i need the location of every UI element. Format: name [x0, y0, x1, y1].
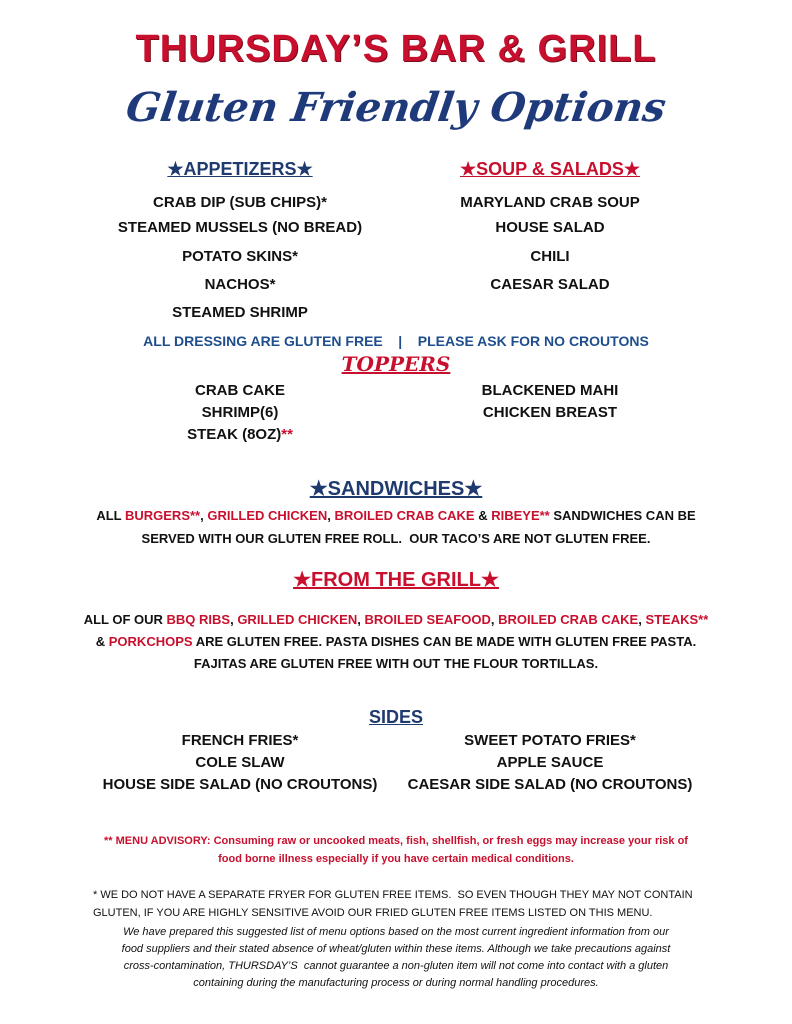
- topper-item: BLACKENED MAHI: [481, 382, 619, 399]
- appetizer-item: STEAMED SHRIMP: [172, 304, 308, 321]
- advisory-mark: **: [281, 426, 293, 443]
- text: ,: [357, 612, 365, 627]
- menu-advisory-line-1: ** MENU ADVISORY: Consuming raw or uncooked meats, fish, shellfish, or fresh eggs may increase your risk of: [104, 835, 688, 847]
- sides-heading: SIDES: [368, 707, 424, 727]
- side-item: FRENCH FRIES*: [181, 732, 299, 749]
- highlight: BROILED SEAFOOD: [364, 612, 491, 627]
- appetizers-heading: ★APPETIZERS★: [167, 159, 313, 179]
- topper-item: SHRIMP(6): [201, 404, 279, 421]
- highlight: BROILED CRAB CAKE: [498, 612, 639, 627]
- side-item: COLE SLAW: [195, 754, 285, 771]
- appetizer-item: POTATO SKINS*: [182, 248, 298, 265]
- fryer-note-line-1: * WE DO NOT HAVE A SEPARATE FRYER FOR GLUTEN FREE ITEMS. SO EVEN THOUGH THEY MAY NOT CONTAIN: [93, 889, 693, 901]
- soup-salads-section: [400, 159, 700, 180]
- text: ,: [327, 508, 335, 523]
- sandwiches-section: [0, 476, 792, 501]
- side-item: CAESAR SIDE SALAD (NO CROUTONS): [407, 776, 693, 793]
- disclaimer-line: containing during the manufacturing process or during normal handling procedures.: [193, 977, 599, 989]
- sandwiches-line-2: SERVED WITH OUR GLUTEN FREE ROLL. OUR TACO’S ARE NOT GLUTEN FREE.: [141, 531, 651, 546]
- disclaimer-line: food suppliers and their stated absence of wheat/gluten within these items. Although we take precautions against: [121, 943, 671, 955]
- grill-line-2: [0, 630, 792, 653]
- sandwiches-heading: ★SANDWICHES★: [309, 478, 483, 500]
- soup-salads-heading: ★SOUP & SALADS★: [460, 159, 640, 179]
- text: ,: [490, 612, 499, 627]
- text: &: [95, 634, 109, 649]
- grill-line-3: FAJITAS ARE GLUTEN FREE WITH OUT THE FLOUR TORTILLAS.: [193, 656, 599, 671]
- highlight: GRILLED CHICKEN: [207, 508, 328, 523]
- highlight: GRILLED CHICKEN: [237, 612, 358, 627]
- highlight: BBQ RIBS: [166, 612, 231, 627]
- sandwiches-line-1: [0, 504, 792, 527]
- highlight: PORKCHOPS: [108, 634, 193, 649]
- toppers-section: [0, 352, 792, 376]
- text: ALL OF OUR: [83, 612, 167, 627]
- text: SANDWICHES CAN BE: [549, 508, 696, 523]
- side-item: SWEET POTATO FRIES*: [464, 732, 636, 749]
- soup-salad-item: CAESAR SALAD: [490, 276, 610, 293]
- topper-item: CHICKEN BREAST: [482, 404, 618, 421]
- appetizer-item: NACHOS*: [204, 276, 276, 293]
- text: &: [474, 508, 492, 523]
- side-item: HOUSE SIDE SALAD (NO CROUTONS): [102, 776, 378, 793]
- appetizer-item: STEAMED MUSSELS (NO BREAD): [117, 219, 363, 236]
- menu-advisory-line-2: food borne illness especially if you have certain medical conditions.: [218, 853, 574, 865]
- disclaimer-line: We have prepared this suggested list of menu options based on the most current ingredient information from our: [123, 926, 669, 938]
- restaurant-title: THURSDAY’S BAR & GRILL: [135, 28, 657, 70]
- highlight: STEAKS**: [645, 612, 709, 627]
- text: ALL: [96, 508, 125, 523]
- soup-salad-item: CHILI: [530, 248, 570, 265]
- grill-line-1: [0, 608, 792, 631]
- text: ,: [638, 612, 646, 627]
- appetizers-section: [90, 159, 390, 180]
- topper-item: CRAB CAKE: [195, 382, 285, 399]
- toppers-heading: TOPPERS: [341, 352, 451, 376]
- grill-section: [0, 567, 792, 592]
- topper-item: [90, 426, 390, 443]
- dressing-note: ALL DRESSING ARE GLUTEN FREE | PLEASE ASK FOR NO CROUTONS: [143, 333, 649, 349]
- fryer-note-line-2: GLUTEN, IF YOU ARE HIGHLY SENSITIVE AVOID OUR FRIED GLUTEN FREE ITEMS LISTED ON THIS MENU.: [93, 907, 653, 919]
- appetizer-item: CRAB DIP (SUB CHIPS)*: [153, 194, 327, 211]
- text: ,: [200, 508, 208, 523]
- soup-salad-item: MARYLAND CRAB SOUP: [460, 194, 640, 211]
- highlight: BROILED CRAB CAKE: [334, 508, 475, 523]
- disclaimer-line: cross-contamination, THURSDAY’S cannot guarantee a non-gluten item will not come into contact with a gluten: [123, 960, 669, 972]
- side-item: APPLE SAUCE: [496, 754, 604, 771]
- menu-subtitle: Gluten Friendly Options: [123, 84, 669, 131]
- highlight: RIBEYE**: [491, 508, 550, 523]
- topper-item-label: STEAK (8OZ): [187, 426, 282, 443]
- text: ARE GLUTEN FREE. PASTA DISHES CAN BE MADE WITH GLUTEN FREE PASTA.: [192, 634, 697, 649]
- highlight: BURGERS**: [124, 508, 201, 523]
- soup-salad-item: HOUSE SALAD: [495, 219, 605, 236]
- sides-section: [0, 707, 792, 728]
- text: ,: [230, 612, 238, 627]
- grill-heading: ★FROM THE GRILL★: [293, 569, 499, 591]
